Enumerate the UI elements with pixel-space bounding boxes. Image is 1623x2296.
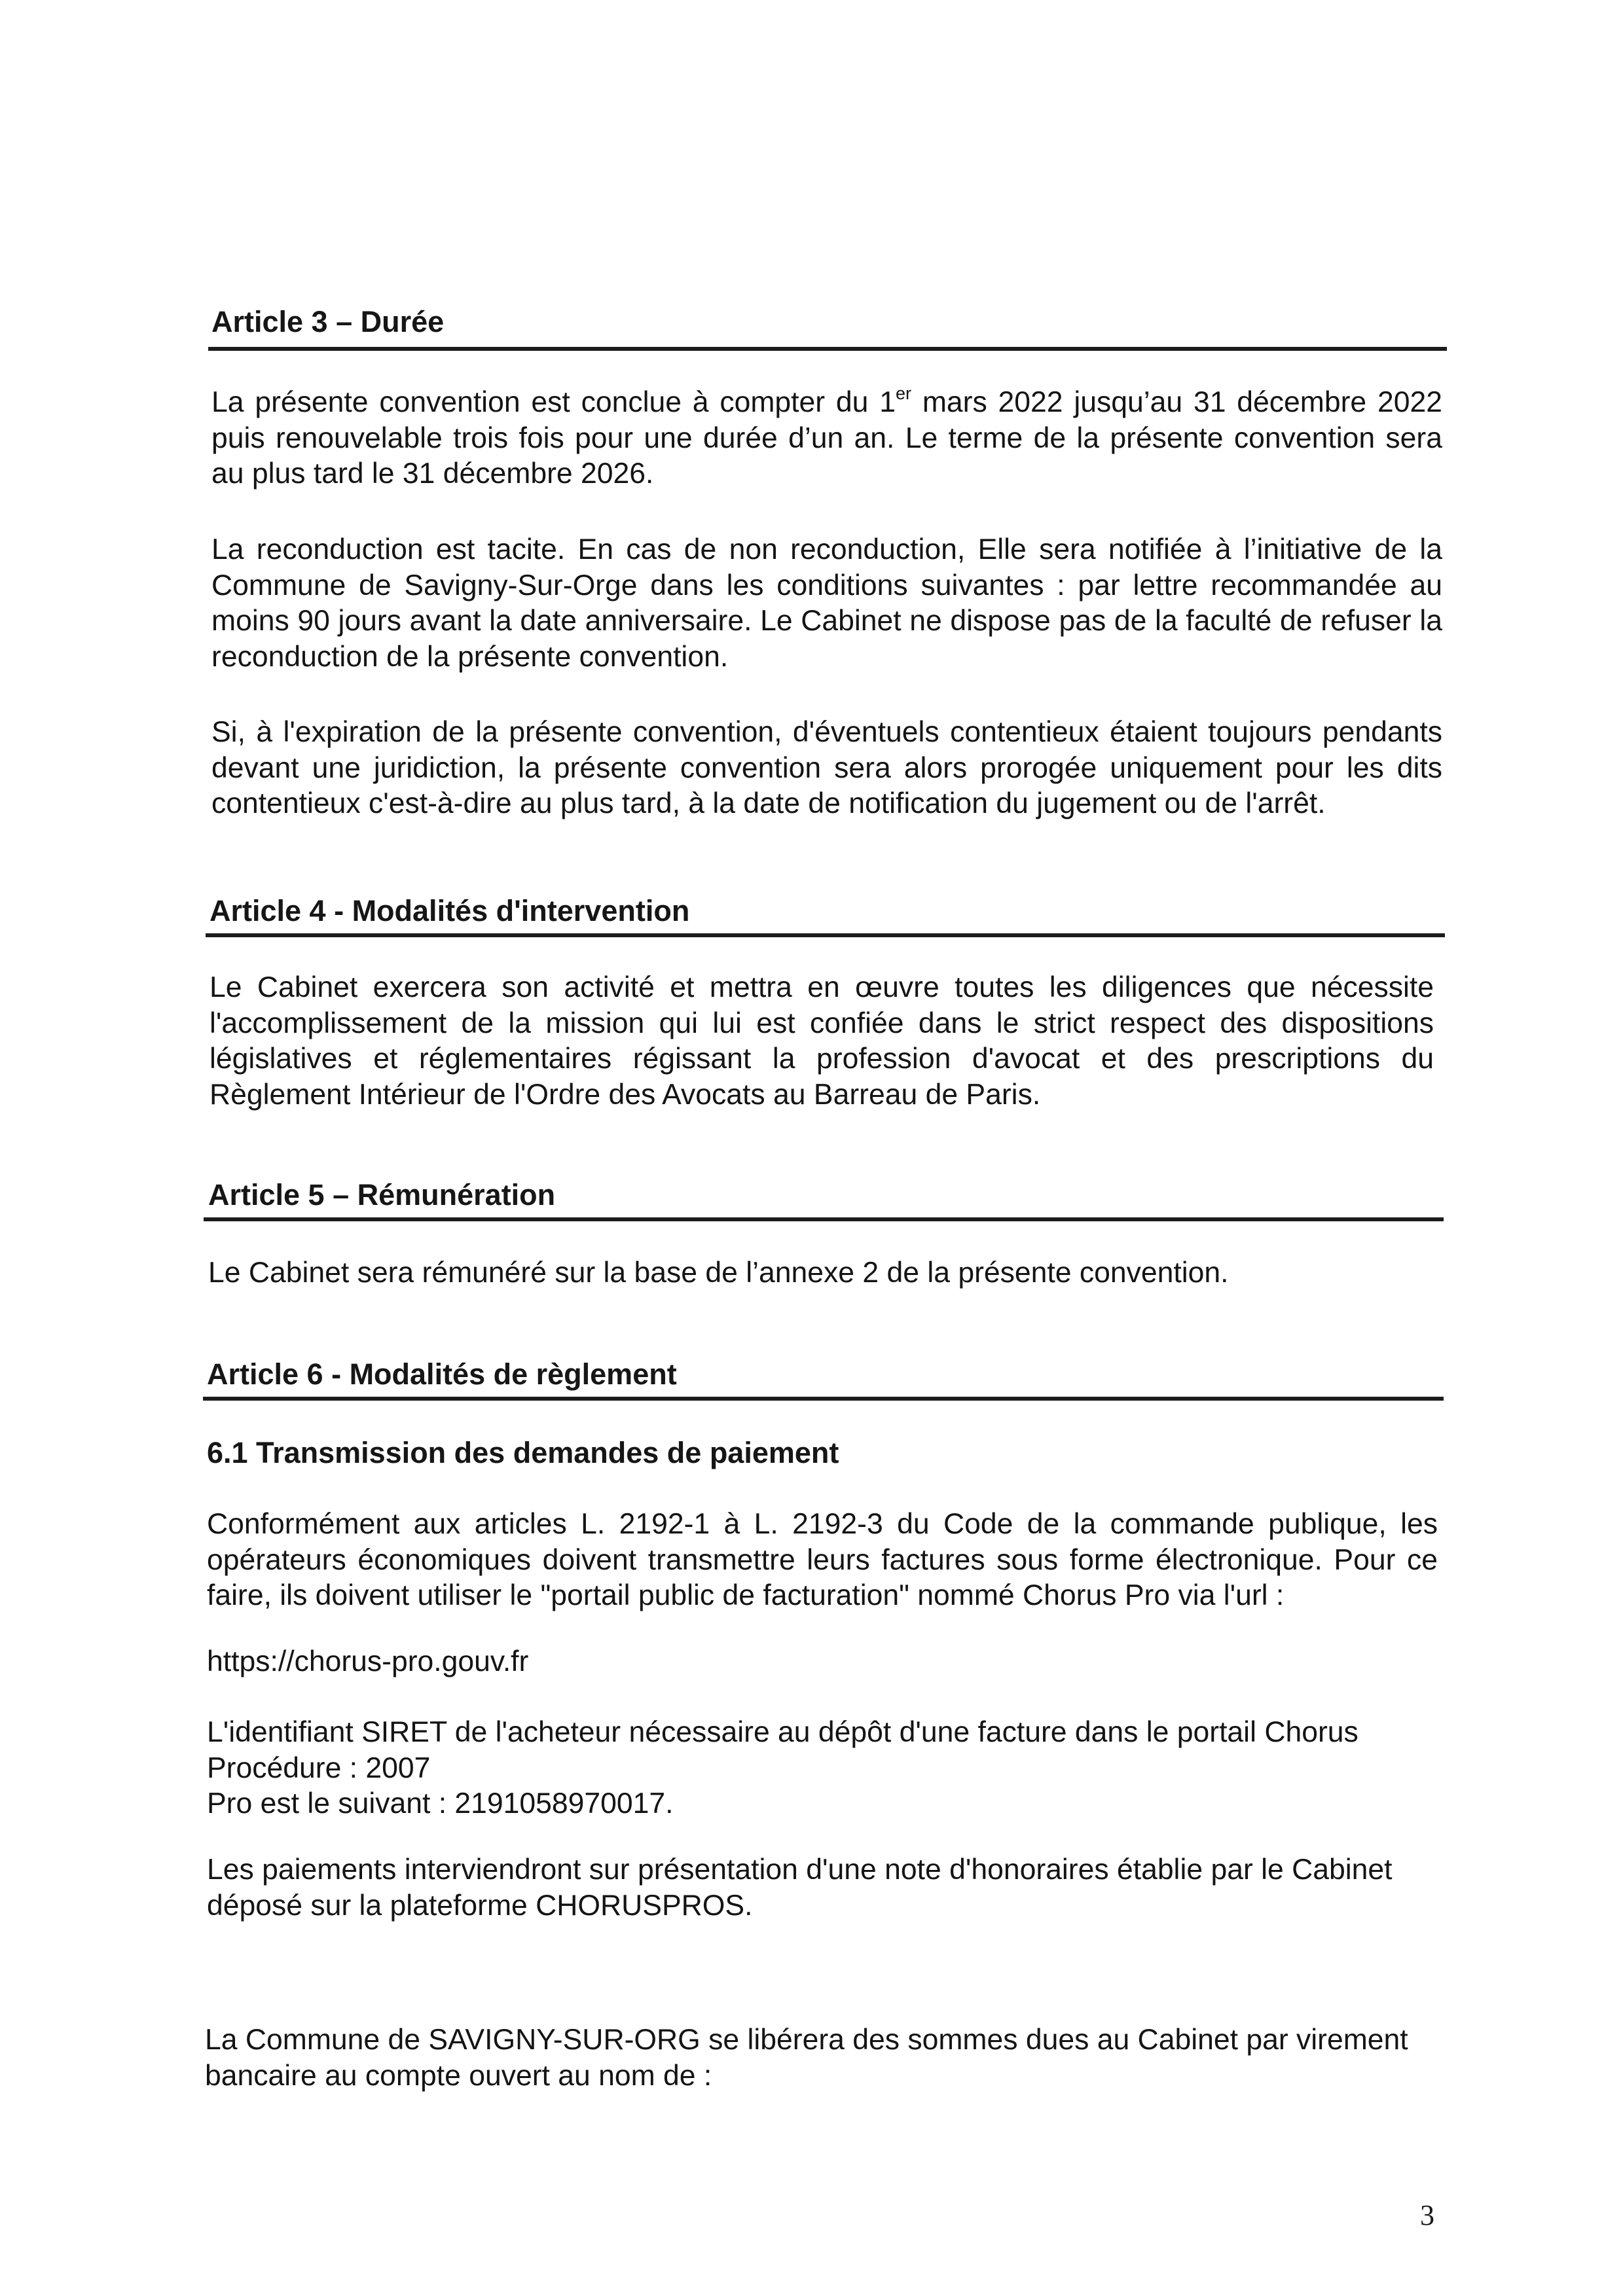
article-3-p1-superscript: er bbox=[896, 384, 912, 404]
siret-block bbox=[207, 1715, 1438, 1822]
article-6-rule bbox=[203, 1397, 1444, 1401]
article-3-heading: Article 3 – Durée bbox=[211, 305, 445, 338]
article-5-heading: Article 5 – Rémunération bbox=[208, 1178, 556, 1211]
section-6-1-heading: 6.1 Transmission des demandes de paiement bbox=[207, 1436, 839, 1469]
virement-paragraph: La Commune de SAVIGNY-SUR-ORG se libérera des sommes dues au Cabinet par virement bancaire au compte ouvert au nom de : bbox=[205, 2024, 1408, 2092]
article-6-heading: Article 6 - Modalités de règlement bbox=[207, 1357, 677, 1391]
article-4-paragraph-1: Le Cabinet exercera son activité et mettra en œuvre toutes les diligences que nécessite l'accomplissement de la mission qui lui est confiée dans le strict respect des dispositions législatives et réglementaires régissant la profession d'avocat et des prescriptions du Règlement Intérieur de l'Ordre des Avocats au Barreau de Paris. bbox=[210, 971, 1434, 1111]
chorus-pro-url: https://chorus-pro.gouv.fr bbox=[207, 1645, 529, 1677]
article-5-paragraph-1: Le Cabinet sera rémunéré sur la base de l’annexe 2 de la présente convention. bbox=[208, 1257, 1229, 1289]
article-3-paragraph-2: La reconduction est tacite. En cas de non reconduction, Elle sera notifiée à l’initiative de la Commune de Savigny-Sur-Orge dans les conditions suivantes : par lettre recommandée au moins 90 jours avant la date anniversaire. Le Cabinet ne dispose pas de la faculté de refuser la reconduction de la présente convention. bbox=[211, 533, 1442, 673]
page-number: 3 bbox=[1420, 2199, 1434, 2231]
article-3-p1-text-b: mars 2022 jusqu’au 31 décembre 2022 puis renouvelable trois fois pour une durée d’un an. Le terme de la présente convention sera au plus tard le 31 décembre 2026. bbox=[211, 386, 1442, 490]
siret-line-3: Pro est le suivant : 2191058970017. bbox=[207, 1787, 674, 1820]
article-3-paragraph-3: Si, à l'expiration de la présente convention, d'éventuels contentieux étaient toujours pendants devant une juridiction, la présente convention sera alors prorogée uniquement pour les dits contentieux c'est-à-dire au plus tard, à la date de notification du jugement ou de l'arrêt. bbox=[211, 716, 1442, 819]
article-5-rule bbox=[204, 1217, 1444, 1221]
siret-line-1: L'identifiant SIRET de l'acheteur nécessaire au dépôt d'une facture dans le portail Chorus bbox=[207, 1716, 1359, 1748]
siret-line-2: Procédure : 2007 bbox=[207, 1751, 431, 1784]
article-3-rule bbox=[208, 347, 1447, 351]
section-6-1-paragraph-1: Conformément aux articles L. 2192-1 à L. 2192-3 du Code de la commande publique, les opérateurs économiques doivent transmettre leurs factures sous forme électronique. Pour ce faire, ils doivent utiliser le "portail public de facturation" nommé Chorus Pro via l'url : bbox=[207, 1508, 1438, 1611]
paiements-paragraph: Les paiements interviendront sur présentation d'une note d'honoraires établie par le Cabinet déposé sur la plateforme CHORUSPROS. bbox=[207, 1854, 1393, 1922]
article-4-rule bbox=[206, 933, 1445, 937]
article-3-p1-text-a: La présente convention est conclue à compter du 1 bbox=[211, 386, 896, 418]
article-4-heading: Article 4 - Modalités d'intervention bbox=[210, 894, 690, 927]
article-3-paragraph-1 bbox=[211, 385, 1442, 492]
